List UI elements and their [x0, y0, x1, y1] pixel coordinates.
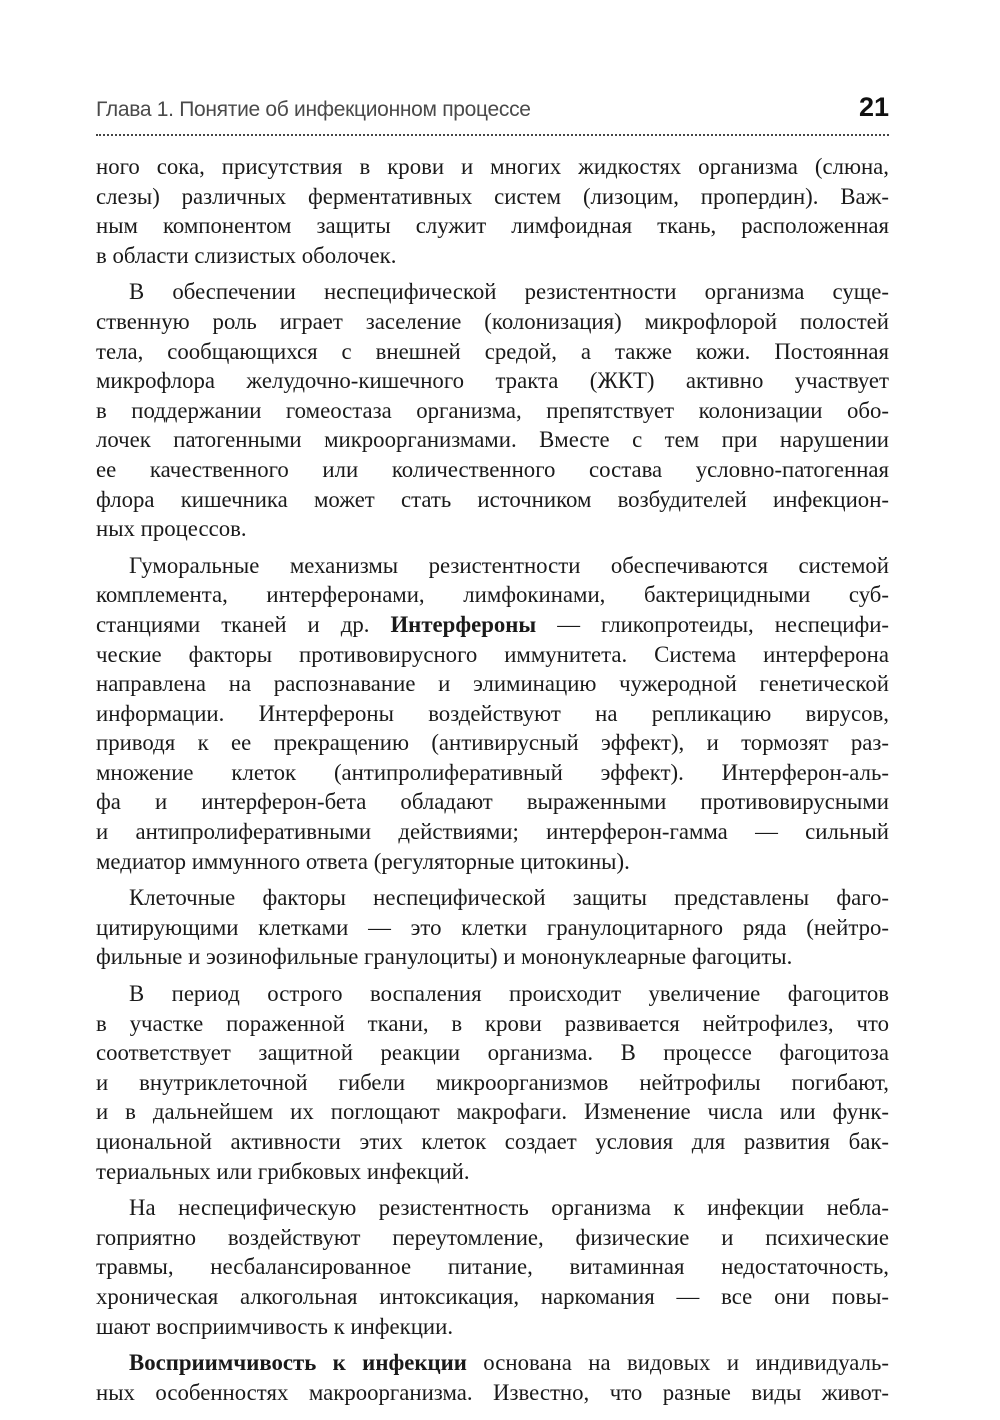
text-line: ным компонентом защиты служит лимфоидная ткань, расположенная [96, 213, 889, 239]
text-line: флора кишечника может стать источником возбудителей инфекцион- [96, 486, 889, 512]
text-line: и внутриклеточной гибели микроорганизмов нейтрофилы погибают, [96, 1069, 889, 1095]
text-line: лочек патогенными микроорганизмами. Вместе с тем при нарушении [96, 427, 889, 453]
text-line: цитирующими клетками — это клетки гранулоцитарного ряда (нейтро- [96, 914, 889, 940]
text-line: травмы, несбалансированное питание, витаминная недостаточность, [96, 1254, 889, 1280]
text-line: и антипролиферативными действиями; интерферон-гамма — сильный [96, 819, 889, 845]
text-line: направлена на распознавание и элиминацию чужеродной генетической [96, 671, 889, 697]
text-line: териальных или грибковых инфекций. [96, 1158, 470, 1184]
running-head [96, 90, 889, 136]
text-line: микрофлора желудочно-кишечного тракта (ЖКТ) активно участвует [96, 368, 889, 394]
text-line: ее качественного или количественного состава условно-патогенная [96, 456, 889, 482]
text-line: ного сока, присутствия в крови и многих жидкостях организма (слюна, [96, 154, 889, 179]
text-line: шают восприимчивость к инфекции. [96, 1313, 454, 1339]
paragraph-4 [96, 883, 889, 972]
paragraph-7 [96, 1348, 889, 1407]
text-line: гоприятно воздействуют переутомление, физические и психические [96, 1224, 889, 1250]
text-line: соответствует защитной реакции организма. В процессе фагоцитоза [96, 1040, 889, 1066]
text-segment: основана на видовых и индивидуаль- [483, 1350, 889, 1376]
text-line: фильные и эозинофильные гранулоциты) и мононуклеарные фагоциты. [96, 944, 793, 970]
text-line: ных процессов. [96, 516, 247, 542]
text-line: Клеточные факторы неспецифической защиты представлены фаго- [129, 885, 889, 911]
paragraph-2 [96, 277, 889, 543]
text-segment: станциями тканей и др. [96, 611, 370, 637]
text-line: и в дальнейшем их поглощают макрофаги. Изменение числа или функ- [96, 1099, 889, 1125]
text-line-mixed [96, 1348, 889, 1378]
paragraph-5 [96, 979, 889, 1186]
text-line: приводя к ее прекращению (антивирусный эффект), и тормозят раз- [96, 730, 889, 756]
text-line: Гуморальные механизмы резистентности обеспечиваются системой [129, 552, 889, 578]
paragraph-1 [96, 152, 889, 270]
text-line: циональной активности этих клеток создает условия для развития бак- [96, 1129, 889, 1154]
text-line: слезы) различных ферментативных систем (лизоцим, пропердин). Важ- [96, 183, 889, 209]
text-line: ных особенностях макроорганизма. Известно, что разные виды живот- [96, 1379, 889, 1405]
text-line: информации. Интерфероны воздействуют на репликацию вирусов, [96, 700, 889, 726]
text-line: тела, сообщающихся с внешней средой, а также кожи. Постоянная [96, 338, 889, 364]
page-number: 21 [858, 92, 889, 122]
text-line: ческие факторы противовирусного иммунитета. Система интерферона [96, 641, 889, 667]
text-line: в поддержании гомеостаза организма, препятствует колонизации обо- [96, 397, 889, 423]
text-line: комплемента, интерферонами, лимфокинами, бактерицидными суб- [96, 582, 889, 608]
text-line: в области слизистых оболочек. [96, 242, 397, 268]
paragraph-3 [96, 551, 889, 877]
text-line: хроническая алкогольная интоксикация, наркомания — все они повы- [96, 1283, 889, 1309]
text-line: медиатор иммунного ответа (регуляторные цитокины). [96, 848, 630, 874]
text-line: На неспецифическую резистентность организма к инфекции небла- [129, 1195, 889, 1221]
text-line-mixed [96, 610, 889, 640]
text-line: ственную роль играет заселение (колонизация) микрофлорой полостей [96, 308, 889, 334]
text-segment: — гликопротеиды, неспецифи- [557, 611, 890, 637]
paragraph-6 [96, 1193, 889, 1341]
text-line: фа и интерферон-бета обладают выраженными противовирусными [96, 789, 889, 815]
term-susceptibility: Восприимчивость к инфекции [129, 1350, 467, 1376]
term-interferons: Интерфероны [390, 611, 537, 637]
text-line: В обеспечении неспецифической резистентности организма суще- [129, 279, 889, 305]
chapter-title: Глава 1. Понятие об инфекционном процессе [96, 98, 531, 121]
text-line: множение клеток (антипролиферативный эффект). Интерферон-аль- [96, 759, 889, 785]
body-text [96, 152, 889, 1407]
text-line: В период острого воспаления происходит увеличение фагоцитов [129, 981, 889, 1007]
text-line: в участке пораженной ткани, в крови развивается нейтрофилез, что [96, 1010, 889, 1036]
